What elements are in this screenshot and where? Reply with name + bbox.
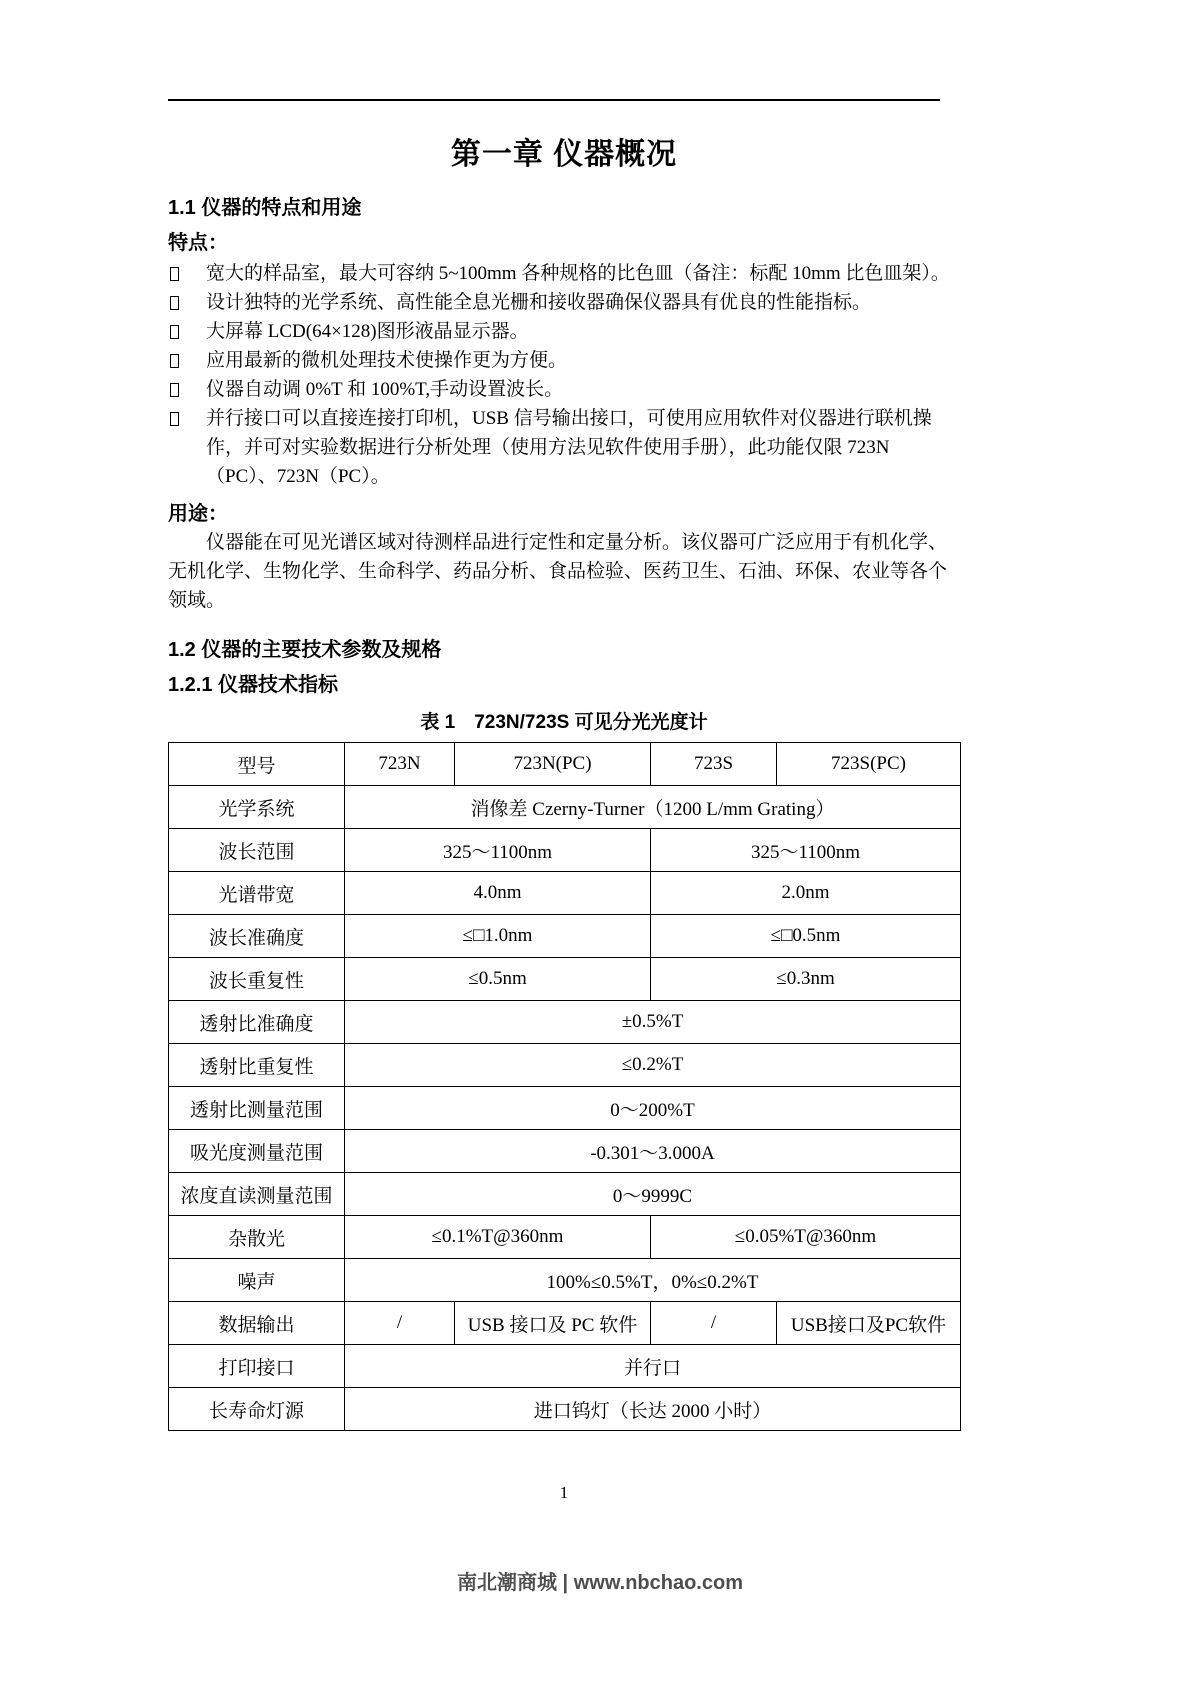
spec-row-label: 长寿命灯源 (169, 1388, 345, 1431)
spec-cell: ≤□0.5nm (651, 915, 961, 958)
table-row (169, 1130, 961, 1173)
spec-row-label: 波长范围 (169, 829, 345, 872)
table-row (169, 1001, 961, 1044)
table-row (169, 958, 961, 1001)
spec-row-label: 透射比测量范围 (169, 1087, 345, 1130)
table-row (169, 1259, 961, 1302)
spec-cell: -0.301～3.000A (345, 1130, 961, 1173)
spec-cell: ≤0.3nm (651, 958, 961, 1001)
bullet-square-icon (170, 383, 179, 397)
spec-cell: ≤0.1%T@360nm (345, 1216, 651, 1259)
feature-text: 宽大的样品室，最大可容纳 5~100mm 各种规格的比色皿（备注：标配 10mm 比色皿架）。 (206, 263, 950, 284)
spec-cell: 0～200%T (345, 1087, 961, 1130)
uses-paragraph: 仪器能在可见光谱区域对待测样品进行定性和定量分析。该仪器可广泛应用于有机化学、无机化学、生物化学、生命科学、药品分析、食品检验、医药卫生、石油、环保、农业等各个领域。 (168, 532, 948, 611)
bullet-square-icon (170, 325, 179, 339)
spec-cell: ≤0.05%T@360nm (651, 1216, 961, 1259)
spec-row-label: 光谱带宽 (169, 872, 345, 915)
feature-text: 大屏幕 LCD(64×128)图形液晶显示器。 (206, 321, 529, 342)
table-row (169, 1216, 961, 1259)
feature-item (168, 288, 960, 317)
spec-row-label: 透射比准确度 (169, 1001, 345, 1044)
feature-item (168, 375, 960, 404)
spec-row-label: 浓度直读测量范围 (169, 1173, 345, 1216)
table-row (169, 1345, 961, 1388)
bullet-square-icon (170, 267, 179, 281)
features-list (168, 259, 960, 491)
spec-row-label: 波长准确度 (169, 915, 345, 958)
spec-cell: 0～9999C (345, 1173, 961, 1216)
chapter-title: 第一章 仪器概况 (450, 138, 678, 171)
spec-row-label: 数据输出 (169, 1302, 345, 1345)
table-row (169, 1302, 961, 1345)
table-row (169, 872, 961, 915)
spec-cell: 723S(PC) (777, 743, 961, 786)
spec-cell: USB接口及PC软件 (777, 1302, 961, 1345)
table-row (169, 829, 961, 872)
section-1-2-1-heading: 1.2.1 仪器技术指标 (168, 674, 339, 696)
bullet-square-icon (170, 412, 179, 426)
uses-label: 用途： (168, 503, 228, 525)
spec-cell: ≤0.2%T (345, 1044, 961, 1087)
spec-cell: ≤□1.0nm (345, 915, 651, 958)
spec-cell: 消像差 Czerny-Turner（1200 L/mm Grating） (345, 786, 961, 829)
spec-cell: 100%≤0.5%T，0%≤0.2%T (345, 1259, 961, 1302)
spec-cell: USB 接口及 PC 软件 (455, 1302, 651, 1345)
table-row (169, 1173, 961, 1216)
feature-item (168, 317, 960, 346)
table-row (169, 1044, 961, 1087)
spec-cell: 4.0nm (345, 872, 651, 915)
spec-cell: 325～1100nm (345, 829, 651, 872)
spec-cell: 325～1100nm (651, 829, 961, 872)
page-number: 1 (559, 1483, 569, 1502)
feature-text: 并行接口可以直接连接打印机，USB 信号输出接口，可使用应用软件对仪器进行联机操作，并可对实验数据进行分析处理（使用方法见软件使用手册），此功能仅限 723N（PC）、723N（PC）。 (206, 408, 932, 487)
features-label: 特点： (168, 232, 228, 254)
feature-text: 设计独特的光学系统、高性能全息光栅和接收器确保仪器具有优良的性能指标。 (206, 292, 872, 313)
feature-item (168, 346, 960, 375)
spec-row-label: 光学系统 (169, 786, 345, 829)
spec-cell: 723N (345, 743, 455, 786)
spec-cell: ≤0.5nm (345, 958, 651, 1001)
spec-cell: 2.0nm (651, 872, 961, 915)
bullet-square-icon (170, 354, 179, 368)
table-row (169, 1087, 961, 1130)
section-1-2-heading: 1.2 仪器的主要技术参数及规格 (168, 639, 442, 661)
spec-row-label: 波长重复性 (169, 958, 345, 1001)
spec-row-label: 吸光度测量范围 (169, 1130, 345, 1173)
spec-table (168, 742, 961, 1431)
table-row (169, 786, 961, 829)
spec-cell: ±0.5%T (345, 1001, 961, 1044)
footer-site-link[interactable]: 南北潮商城 | www.nbchao.com (457, 1572, 743, 1594)
spec-cell: / (651, 1302, 777, 1345)
feature-item (168, 404, 960, 491)
spec-cell: 723S (651, 743, 777, 786)
section-1-1-heading: 1.1 仪器的特点和用途 (168, 197, 362, 219)
table-row (169, 915, 961, 958)
page-content (168, 0, 960, 1431)
spec-row-label: 打印接口 (169, 1345, 345, 1388)
spec-cell: 进口钨灯（长达 2000 小时） (345, 1388, 961, 1431)
feature-item (168, 259, 960, 288)
header-rule (168, 99, 940, 101)
feature-text: 仪器自动调 0%T 和 100%T,手动设置波长。 (206, 379, 564, 400)
spec-row-label: 透射比重复性 (169, 1044, 345, 1087)
feature-text: 应用最新的微机处理技术使操作更为方便。 (206, 350, 568, 371)
spec-row-label: 型号 (169, 743, 345, 786)
table-caption: 表 1 723N/723S 可见分光光度计 (420, 712, 708, 733)
spec-cell: 并行口 (345, 1345, 961, 1388)
bullet-square-icon (170, 296, 179, 310)
spec-row-label: 噪声 (169, 1259, 345, 1302)
table-row (169, 1388, 961, 1431)
spec-cell: 723N(PC) (455, 743, 651, 786)
table-row (169, 743, 961, 786)
spec-row-label: 杂散光 (169, 1216, 345, 1259)
spec-cell: / (345, 1302, 455, 1345)
